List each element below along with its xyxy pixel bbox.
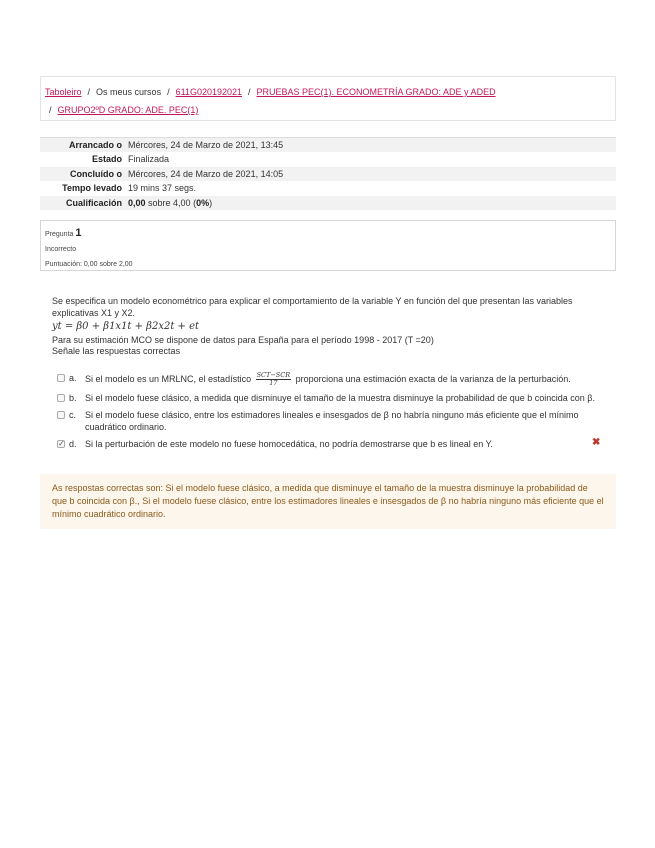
- question-data-note: Para su estimación MCO se dispone de datos para España para el período 1998 - 2017 (T =20): [52, 334, 434, 345]
- breadcrumb-link-quiz[interactable]: GRUPO2ºD GRADO: ADE. PEC(1): [57, 105, 199, 115]
- answer-letter: b.: [69, 393, 77, 403]
- summary-value: Finalizada: [128, 154, 170, 165]
- summary-value: Mércores, 24 de Marzo de 2021, 14:05: [128, 168, 284, 179]
- breadcrumb: [40, 76, 616, 121]
- summary-row-grade: [40, 196, 616, 211]
- checkbox-d[interactable]: [57, 440, 65, 448]
- breadcrumb-item-my-courses: Os meus cursos: [96, 87, 162, 97]
- question-info-box: [40, 220, 616, 271]
- breadcrumb-link-section[interactable]: PRUEBAS PEC(1). ECONOMETRÍA GRADO: ADE y ADED: [256, 87, 496, 97]
- fraction-numerator: SCT−SCR: [256, 371, 291, 379]
- grade-percent: 0%: [196, 197, 210, 208]
- breadcrumb-link-dashboard[interactable]: Taboleiro: [45, 87, 82, 97]
- answer-text: Si el modelo fuese clásico, a medida que disminuye el tamaño de la muestra disminuye la probabilidad de que b coincida con β.: [85, 393, 595, 403]
- breadcrumb-separator: /: [87, 87, 91, 97]
- question-instruction: Señale las respuestas correctas: [52, 346, 181, 356]
- grade-rest: sobre 4,00 (: [145, 197, 197, 208]
- question-text: [52, 296, 602, 358]
- breadcrumb-separator: /: [167, 87, 170, 97]
- checkbox-a[interactable]: [57, 374, 65, 382]
- answer-letter: d.: [69, 439, 77, 449]
- answer-option-a[interactable]: [55, 372, 605, 387]
- checkbox-c[interactable]: [57, 411, 65, 419]
- summary-row-started: [40, 138, 616, 153]
- breadcrumb-separator: /: [248, 87, 251, 97]
- summary-row-completed: [40, 167, 616, 182]
- grade-end: ): [209, 197, 213, 208]
- summary-value: 19 mins 37 segs.: [128, 183, 197, 194]
- question-score: Puntuación: 0,00 sobre 2,00: [45, 261, 133, 268]
- question-intro: Se especifica un modelo econométrico para explicar el comportamiento de la variable Y en función del que presentan las variables explicativas X1 y X2.: [52, 296, 573, 318]
- summary-value: Mércores, 24 de Marzo de 2021, 13:45: [128, 140, 284, 150]
- answer-text: proporciona una estimación exacta de la varianza de la perturbación.: [295, 373, 571, 384]
- question-state: Incorrecto: [45, 246, 77, 253]
- question-label: Pregunta: [45, 231, 74, 238]
- answer-letter: c.: [69, 410, 77, 420]
- answer-option-c[interactable]: [55, 409, 605, 433]
- summary-label: Concluído o: [70, 168, 122, 179]
- answer-letter: a.: [69, 373, 77, 383]
- regression-formula: yt = β0 + β1x1t + β2x2t + et: [52, 321, 200, 332]
- answer-text: Si el modelo es un MRLNC, el estadístico: [85, 373, 252, 384]
- correct-answer-feedback: As respostas correctas son: Si el modelo fuese clásico, a medida que disminuye el tamaño de la muestra disminuye la probabilidad de que b coincida con β., Si el modelo fuese clásico, entre los estimadores lineales e insesgados de β no habría ninguno más eficiente que el mínimo cuadrático ordinario.: [40, 474, 616, 529]
- breadcrumb-link-course[interactable]: 611G020192021: [175, 87, 242, 97]
- summary-label: Arrancado o: [68, 140, 122, 150]
- answer-list: [55, 372, 605, 455]
- checkbox-b[interactable]: [57, 394, 65, 402]
- breadcrumb-separator: /: [49, 105, 52, 115]
- fraction: [256, 372, 292, 387]
- answer-text: Si el modelo fuese clásico, entre los estimadores lineales e insesgados de β no habría ninguno más eficiente que el mínimo cuadrático ordinario.: [85, 410, 579, 432]
- grade-value: 0,00: [128, 197, 146, 208]
- summary-label: Cualificación: [65, 197, 122, 208]
- incorrect-icon: ✖: [592, 437, 601, 448]
- fraction-denominator: 17: [269, 379, 278, 387]
- question-number: 1: [75, 227, 82, 239]
- summary-value: [128, 196, 616, 211]
- summary-row-time-taken: [40, 181, 616, 196]
- summary-label: Tempo levado: [62, 183, 122, 194]
- answer-text: Si la perturbación de este modelo no fuese homocedática, no podría demostrarse que b es lineal en Y.: [85, 439, 493, 449]
- summary-row-state: [40, 152, 616, 167]
- attempt-summary-table: [40, 137, 616, 210]
- answer-option-b[interactable]: [55, 392, 605, 404]
- answer-option-d[interactable]: [55, 438, 605, 450]
- summary-label: Estado: [91, 154, 122, 165]
